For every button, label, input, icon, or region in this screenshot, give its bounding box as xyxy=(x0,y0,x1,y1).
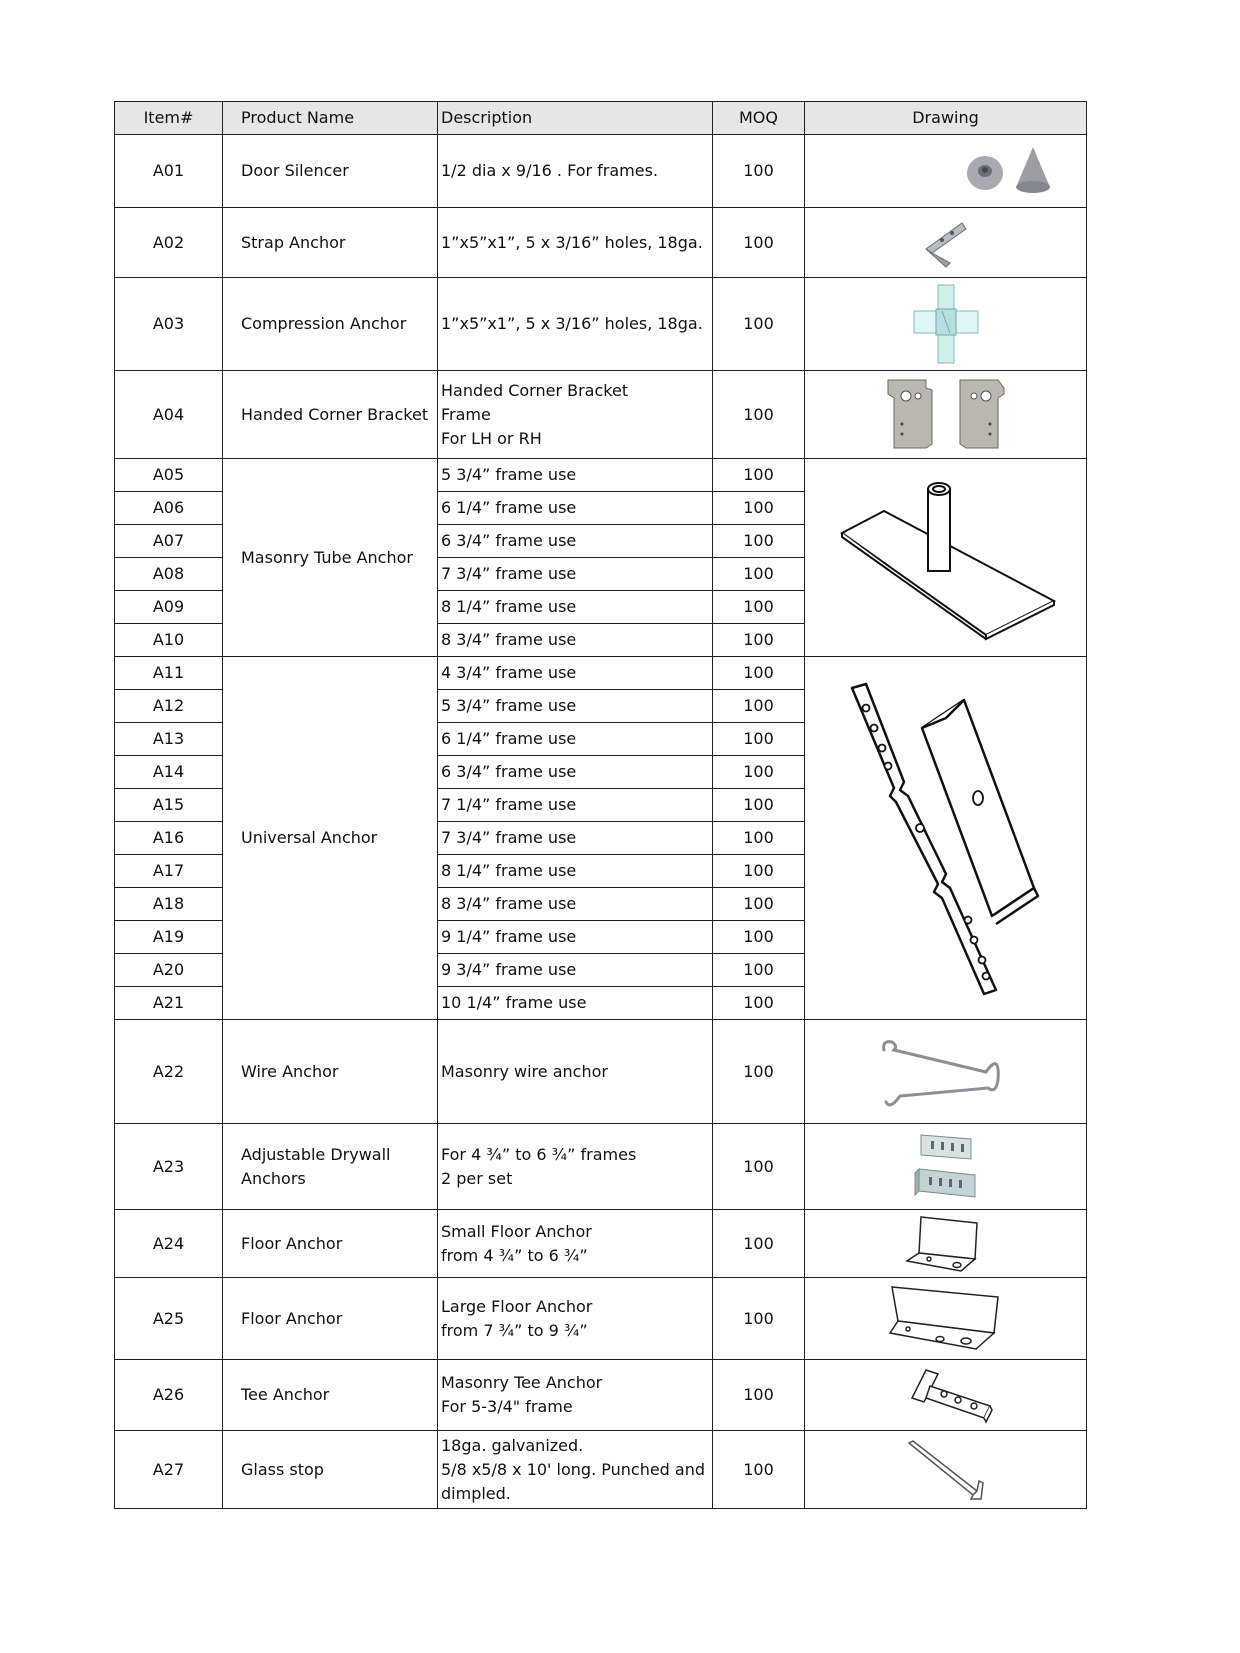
moq: 100 xyxy=(713,888,805,921)
description: 9 1/4” frame use xyxy=(438,921,713,954)
drawing-cell xyxy=(805,657,1087,1020)
item-code: A14 xyxy=(115,756,223,789)
description-line: 2 per set xyxy=(441,1168,513,1188)
item-code: A21 xyxy=(115,987,223,1020)
table-row xyxy=(115,1431,1087,1509)
drawing-cell xyxy=(805,135,1087,208)
description: 6 1/4” frame use xyxy=(438,492,713,525)
drawing-cell xyxy=(805,1360,1087,1431)
description: 10 1/4” frame use xyxy=(438,987,713,1020)
drawing-cell xyxy=(805,371,1087,459)
table-row xyxy=(115,1020,1087,1124)
product-name: Strap Anchor xyxy=(223,208,438,278)
compression-anchor-icon xyxy=(906,281,986,367)
strap-anchor-icon xyxy=(916,213,976,273)
item-code: A11 xyxy=(115,657,223,690)
moq: 100 xyxy=(713,657,805,690)
item-code: A09 xyxy=(115,591,223,624)
description-line: Masonry wire anchor xyxy=(441,1061,608,1081)
table-row xyxy=(115,459,1087,492)
drawing-cell xyxy=(805,278,1087,371)
description: 7 3/4” frame use xyxy=(438,558,713,591)
moq: 100 xyxy=(713,723,805,756)
product-name: Floor Anchor xyxy=(223,1210,438,1278)
description-line: 1/2 dia x 9/16 . For frames. xyxy=(441,161,659,180)
drawing-cell xyxy=(805,1278,1087,1360)
item-code: A26 xyxy=(115,1360,223,1431)
description xyxy=(438,1431,713,1509)
moq: 100 xyxy=(713,954,805,987)
description xyxy=(438,1278,713,1360)
table-row xyxy=(115,135,1087,208)
table-row xyxy=(115,1210,1087,1278)
description-line: 5/8 x5/8 x 10' long. Punched and xyxy=(441,1459,706,1479)
moq: 100 xyxy=(713,822,805,855)
table-row xyxy=(115,657,1087,690)
moq: 100 xyxy=(713,135,805,208)
moq: 100 xyxy=(713,1431,805,1509)
description: 8 1/4” frame use xyxy=(438,591,713,624)
description-line: For LH or RH xyxy=(441,428,542,448)
description: 8 3/4” frame use xyxy=(438,888,713,921)
item-code: A03 xyxy=(115,278,223,371)
moq: 100 xyxy=(713,371,805,459)
tee-anchor-icon xyxy=(896,1364,996,1426)
moq: 100 xyxy=(713,1278,805,1360)
item-code: A22 xyxy=(115,1020,223,1124)
moq: 100 xyxy=(713,459,805,492)
drawing-cell xyxy=(805,459,1087,657)
description xyxy=(438,1020,713,1124)
item-code: A12 xyxy=(115,690,223,723)
moq: 100 xyxy=(713,921,805,954)
item-code: A27 xyxy=(115,1431,223,1509)
header-item: Item# xyxy=(115,102,223,135)
moq: 100 xyxy=(713,525,805,558)
moq: 100 xyxy=(713,208,805,278)
description: 6 1/4” frame use xyxy=(438,723,713,756)
table-row xyxy=(115,1278,1087,1360)
item-code: A16 xyxy=(115,822,223,855)
drawing-cell xyxy=(805,1431,1087,1509)
moq: 100 xyxy=(713,492,805,525)
description: 6 3/4” frame use xyxy=(438,525,713,558)
item-code: A10 xyxy=(115,624,223,657)
item-code: A13 xyxy=(115,723,223,756)
product-name: Compression Anchor xyxy=(223,278,438,371)
description-line: Masonry Tee Anchor xyxy=(441,1373,603,1392)
description: 7 3/4” frame use xyxy=(438,822,713,855)
moq: 100 xyxy=(713,591,805,624)
masonry-tube-anchor-icon xyxy=(826,473,1066,643)
moq: 100 xyxy=(713,756,805,789)
item-code: A04 xyxy=(115,371,223,459)
corner-bracket-icon xyxy=(876,374,1016,456)
moq: 100 xyxy=(713,558,805,591)
table-row xyxy=(115,1124,1087,1210)
item-code: A18 xyxy=(115,888,223,921)
description-line: from 4 ¾” to 6 ¾” xyxy=(441,1245,588,1265)
description: 5 3/4” frame use xyxy=(438,690,713,723)
item-code: A07 xyxy=(115,525,223,558)
product-name: Glass stop xyxy=(223,1431,438,1509)
door-silencer-icon xyxy=(955,141,1095,201)
item-code: A02 xyxy=(115,208,223,278)
item-code: A17 xyxy=(115,855,223,888)
description: 8 1/4” frame use xyxy=(438,855,713,888)
product-name: Floor Anchor xyxy=(223,1278,438,1360)
small-floor-anchor-icon xyxy=(901,1213,991,1275)
moq: 100 xyxy=(713,278,805,371)
description: 9 3/4” frame use xyxy=(438,954,713,987)
item-code: A25 xyxy=(115,1278,223,1360)
header-name: Product Name xyxy=(223,102,438,135)
moq: 100 xyxy=(713,1020,805,1124)
header-moq: MOQ xyxy=(713,102,805,135)
description-line: 18ga. galvanized. xyxy=(441,1435,584,1455)
moq: 100 xyxy=(713,690,805,723)
universal-anchor-icon xyxy=(846,678,1046,998)
description-line: Handed Corner Bracket xyxy=(441,380,629,400)
table-row xyxy=(115,208,1087,278)
description-line: Large Floor Anchor xyxy=(441,1296,593,1316)
description: 4 3/4” frame use xyxy=(438,657,713,690)
moq: 100 xyxy=(713,1124,805,1210)
product-name: Masonry Tube Anchor xyxy=(223,459,438,657)
moq: 100 xyxy=(713,624,805,657)
large-floor-anchor-icon xyxy=(886,1283,1006,1355)
product-table xyxy=(114,101,1087,1509)
description: 7 1/4” frame use xyxy=(438,789,713,822)
drawing-cell xyxy=(805,208,1087,278)
wire-anchor-icon xyxy=(876,1032,1016,1112)
header-description: Description xyxy=(438,102,713,135)
description xyxy=(438,1360,713,1431)
description-line: Frame xyxy=(441,404,491,424)
item-code: A20 xyxy=(115,954,223,987)
moq: 100 xyxy=(713,855,805,888)
drawing-cell xyxy=(805,1020,1087,1124)
item-code: A05 xyxy=(115,459,223,492)
item-code: A24 xyxy=(115,1210,223,1278)
header-drawing: Drawing xyxy=(805,102,1087,135)
description xyxy=(438,371,713,459)
header-row xyxy=(115,102,1087,135)
glass-stop-icon xyxy=(901,1437,991,1503)
description-line: dimpled. xyxy=(441,1483,511,1503)
product-name: Door Silencer xyxy=(223,135,438,208)
item-code: A08 xyxy=(115,558,223,591)
description xyxy=(438,208,713,278)
description-line: from 7 ¾” to 9 ¾” xyxy=(441,1320,588,1340)
drywall-anchor-icon xyxy=(901,1129,991,1205)
description-line: For 4 ¾” to 6 ¾” frames xyxy=(441,1144,637,1164)
description: 8 3/4” frame use xyxy=(438,624,713,657)
product-name: Adjustable Drywall Anchors xyxy=(223,1124,438,1210)
moq: 100 xyxy=(713,1210,805,1278)
description xyxy=(438,278,713,371)
table-row xyxy=(115,1360,1087,1431)
description xyxy=(438,1124,713,1210)
description: 6 3/4” frame use xyxy=(438,756,713,789)
product-name: Tee Anchor xyxy=(223,1360,438,1431)
product-name: Wire Anchor xyxy=(223,1020,438,1124)
description-line: For 5-3/4" frame xyxy=(441,1397,573,1416)
table-row xyxy=(115,278,1087,371)
drawing-cell xyxy=(805,1124,1087,1210)
product-name: Universal Anchor xyxy=(223,657,438,1020)
item-code: A19 xyxy=(115,921,223,954)
drawing-cell xyxy=(805,1210,1087,1278)
moq: 100 xyxy=(713,1360,805,1431)
description-line: Small Floor Anchor xyxy=(441,1221,592,1241)
item-code: A06 xyxy=(115,492,223,525)
product-name: Handed Corner Bracket xyxy=(223,371,438,459)
item-code: A15 xyxy=(115,789,223,822)
item-code: A01 xyxy=(115,135,223,208)
item-code: A23 xyxy=(115,1124,223,1210)
description-line: 1”x5”x1”, 5 x 3/16” holes, 18ga. xyxy=(441,232,703,252)
description: 5 3/4” frame use xyxy=(438,459,713,492)
description-line: 1”x5”x1”, 5 x 3/16” holes, 18ga. xyxy=(441,314,703,333)
table-row xyxy=(115,371,1087,459)
moq: 100 xyxy=(713,789,805,822)
description xyxy=(438,135,713,208)
description xyxy=(438,1210,713,1278)
moq: 100 xyxy=(713,987,805,1020)
